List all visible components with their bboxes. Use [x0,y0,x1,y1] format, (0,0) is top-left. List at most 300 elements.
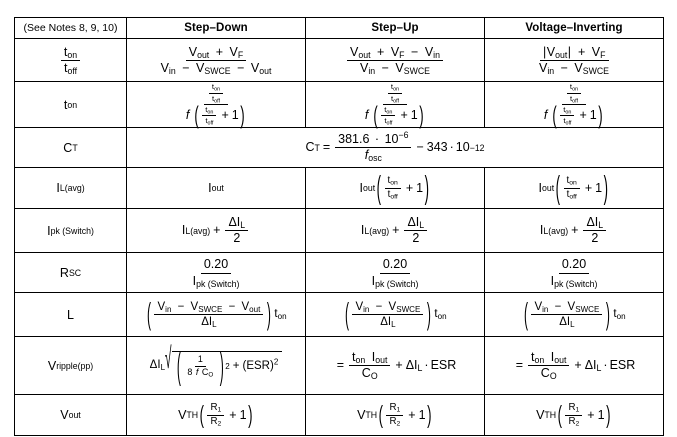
paren-right: ) [603,169,608,207]
out-sub: out [197,49,210,60]
minus-op: − [182,61,190,75]
out-sub: out [555,49,568,60]
avg-sub: (avg) [548,225,569,236]
off-sub: off [207,120,214,127]
row-label-ton-toff [15,39,127,82]
plus-op: + [395,358,403,373]
frac-ton-iout-co [528,351,569,381]
plus-op: + [392,223,400,238]
I-sym: I [539,223,544,238]
swce-sub: SWCE [575,304,600,314]
two-sym: 2 [412,231,420,245]
frac-rsc [369,258,422,288]
frac-ct [335,129,411,164]
t-sym: t [569,82,573,92]
C-sym: C [201,367,209,377]
frac-ton-toff [564,176,580,200]
in-sub: in [168,66,176,77]
F-sub: F [237,49,244,60]
paren-group [372,100,425,129]
cell-ratio-step-up [306,39,485,82]
plus-op: + [571,223,579,238]
off-sub: off [393,97,400,104]
t-sym: t [205,116,208,126]
V-sym: V [359,61,369,75]
L-sub: L [240,219,246,230]
radical-group: √ ( $\frac{1}{8 f C_O}$ ) 2 + (ESR)$^2$ [165,351,282,379]
swce-sub: SWCE [198,304,223,314]
I-sym: I [371,349,376,364]
paren-right: ) [606,400,611,430]
cell-vout-step-up: V TH ( $\frac{R_1}{R_2}$ + 1 ) [306,395,485,436]
swce-sub: SWCE [204,66,231,77]
cdot-op: · [603,358,608,373]
on-sub: on [67,49,78,60]
I-sym: I [538,180,542,195]
V-sym: V [538,61,548,75]
R-sym: R [210,401,218,413]
row-label-inductance [15,293,127,337]
t-sym: t [63,97,68,112]
t-sym: t [434,307,438,320]
cell-il-avg-step-up: I out ( $\frac{t_{on}}{t_{off}}$ + 1 ) [306,168,485,209]
I-sym: I [47,223,51,238]
minus-op: − [411,44,419,59]
one-sym: 1 [231,108,239,123]
minus-op: − [228,300,236,313]
frac-ratio-vi [536,46,612,76]
O-sub: O [370,371,378,382]
row-label-vout: V out [15,395,127,436]
frac-inner-ton-toff [388,83,402,103]
rsc-value: 0.20 [382,257,408,271]
V-sym: V [178,407,187,422]
f-sym: f [543,108,548,123]
minus-op: − [560,61,568,75]
on-sub: on [386,109,393,116]
cell-ton-step-down [127,82,306,128]
off-sub: off [565,120,572,127]
C-sym: C [540,366,550,380]
I-sym: I [550,349,555,364]
V-sym: V [241,300,250,313]
avg-sub: (avg) [64,183,85,194]
paren-group [175,344,225,389]
plus-op: + [400,108,408,123]
paren-right: ) [240,100,245,129]
V-sym: V [229,44,238,59]
equals-op: = [322,140,331,155]
r2-sub: 2 [396,420,401,428]
cdot-op: · [374,131,380,146]
L-sub: L [543,225,549,236]
minus-op: − [177,300,185,313]
L-sym: L [67,307,74,322]
frac-ton-su [362,82,428,129]
converter-formula-table [14,17,664,436]
minus-op: − [554,300,562,313]
frac-one-over-8fco [184,355,216,377]
I-sym: I [192,273,197,288]
t-sym: t [563,116,566,126]
frac-ratio-sd [158,46,275,76]
swce-sub: SWCE [582,66,610,77]
ct-exp-num: −6 [398,129,409,140]
paren-left: ( [194,100,199,129]
V-sym: V [390,44,400,59]
cell-inductance-voltage-inverting [485,293,664,337]
frac-delta-il-2 [583,216,606,246]
in-sub: in [542,304,549,314]
avg-sub: (avg) [190,225,211,236]
cell-ton-step-up [306,82,485,128]
two-sym: 2 [233,231,241,245]
frac-inner-ton-toff [567,83,581,103]
frac-r1-r2 [207,403,224,427]
row-label-il-avg [15,168,127,209]
frac-ton-vi [541,82,607,129]
V-sym: V [357,407,366,422]
cdot-op: · [424,358,429,373]
cell-ipk-step-up [306,209,485,253]
V-sym: V [388,300,397,313]
row-ct [15,128,664,168]
cell-vripple-step-down [127,337,306,395]
frac-ton-toff [385,176,401,200]
paren-left: ( [523,296,528,332]
swce-sub: SWCE [403,66,431,77]
paren-group [198,400,254,430]
t-sym: t [563,105,566,114]
row-inductance [15,293,664,337]
on-sub: on [214,86,221,93]
esr-sym: ESR [609,358,636,373]
out-sub: out [554,354,567,365]
one-sym: 1 [410,108,418,123]
row-il-avg [15,168,664,209]
paren-right: ) [269,359,274,372]
header-step-down [127,18,306,39]
cell-ratio-voltage-inverting [485,39,664,82]
delta-i-sym: ΔI [149,358,161,371]
plus-op: + [213,223,221,238]
t-sym: t [566,188,570,200]
cell-ipk-step-down [127,209,306,253]
row-label-rsc: R SC [15,253,127,293]
paren-group [193,100,246,129]
paren-left: ( [242,359,247,372]
frac-rsc [548,258,601,288]
paren-left: ( [146,296,151,332]
off-sub: off [386,120,393,127]
V-sym: V [60,408,69,422]
cell-ton-voltage-inverting [485,82,664,128]
one-sym: 1 [416,180,424,195]
I-sym: I [208,181,212,195]
frac-r1-r2 [386,403,403,427]
L-sub: L [185,225,191,236]
r2-sub: 2 [575,420,580,428]
on-sub: on [565,109,572,116]
header-step-up-label: Step–Up [371,22,419,34]
one-sym: 1 [597,407,605,422]
frac-ton-sd [183,82,249,129]
V-sym: V [534,300,543,313]
R-sym: R [210,415,218,427]
on-sub: on [390,179,398,187]
avg-sub: (avg) [369,225,390,236]
abs-bar-left: | [543,44,547,59]
ten-sym: 10 [384,131,399,146]
plus-op: + [229,407,237,422]
L-sub: L [160,362,166,372]
minus-op: − [237,61,245,75]
frac-inner-ton-toff [560,106,574,126]
O-sub: O [549,371,557,382]
cell-vout-step-down: V TH ( $\frac{R_1}{R_2}$ + 1 ) [127,395,306,436]
paren-right: ) [248,400,253,430]
cell-inductance-step-down [127,293,306,337]
equals-op: = [515,358,524,373]
on-sub: on [393,86,400,93]
paren-left: ( [378,400,383,430]
off-sub: off [572,97,579,104]
header-voltage-inverting-label: Voltage–Inverting [525,22,623,34]
in-sub: in [165,304,172,314]
paren-right: ) [605,296,610,332]
row-ipk-switch [15,209,664,253]
off-sub: off [569,193,577,201]
paren-right: ) [598,100,603,129]
frac-delta-il-2 [225,216,248,246]
R-sym: R [568,415,576,427]
f-sym: f [195,367,199,377]
V-sym: V [591,44,601,59]
t-sym: t [569,93,573,103]
equals-op: = [336,358,345,373]
cell-rsc-step-down [127,253,306,293]
rsc-value: 0.20 [203,257,229,271]
frac-inner-ton-toff [209,83,223,103]
paren-left: ( [344,296,349,332]
one-sym: 1 [239,407,247,422]
frac-ton-iout-co [349,351,390,381]
L-sub: L [212,320,217,329]
minus-op: − [375,300,383,313]
t-sym: t [390,82,394,92]
frac-ton-toff [61,46,80,76]
plus-op: + [405,180,414,195]
row-label-ct: C T [15,128,127,168]
minus-op: − [416,140,424,155]
out-sub: out [259,66,272,77]
row-vripple-pp [15,337,664,395]
r1-sub: 1 [396,406,401,414]
on-sub: on [437,311,447,321]
V-sym: V [190,300,199,313]
paren-left: ( [176,344,181,389]
paren-left: ( [373,100,378,129]
plus-op: + [578,44,586,59]
paren-left: ( [557,400,562,430]
t-sym: t [274,307,278,320]
r1-sub: 1 [575,406,580,414]
V-sym: V [567,300,576,313]
paren-group [551,100,604,129]
square-exponent: 2 [273,357,279,367]
R-sym: R [568,401,576,413]
esr-sym: ESR [246,359,270,372]
header-step-down-label: Step–Down [184,22,248,34]
t-sym: t [387,174,391,186]
one-sym: 1 [418,407,426,422]
cell-rsc-voltage-inverting [485,253,664,293]
t-sym: t [384,116,387,126]
paren-left: ( [376,169,382,207]
pk-switch-sub: pk (Switch) [375,278,419,289]
f-sym: f [364,148,369,162]
F-sub: F [399,49,405,60]
cdot-op: · [449,140,454,155]
V-sym: V [350,44,359,59]
esr-sym: ESR [430,358,457,373]
on-sub: on [616,311,626,321]
paren-right: ) [419,100,424,129]
frac-delta-il-2 [404,216,427,246]
V-sym: V [250,61,260,75]
plus-op: + [377,44,385,59]
t-sym: t [566,174,570,186]
on-sub: on [355,354,366,365]
V-sym: V [160,61,169,75]
t-sym: t [352,349,356,364]
V-sym: V [188,44,198,59]
L-sub: L [417,363,423,374]
t-sym: t [384,105,387,114]
paren-right: ) [426,296,431,332]
plus-op: + [408,407,416,422]
eight-sym: 8 [187,367,193,377]
t-sym: t [390,93,394,103]
t-sym: t [63,44,68,59]
I-sym: I [56,181,60,195]
cell-inductance-step-up [306,293,485,337]
ct-numerator: 381.6 [338,131,370,146]
row-ton [15,82,664,128]
one-sym: 1 [595,180,603,195]
paren-right: ) [266,296,271,332]
row-rsc [15,253,664,293]
L-sub: L [59,183,65,194]
cell-vout-voltage-inverting: V TH ( $\frac{R_1}{R_2}$ + 1 ) [485,395,664,436]
radical-sign: √ [164,344,172,376]
header-notes-cell [15,18,127,39]
V-sym: V [196,61,205,75]
L-sub: L [596,363,602,374]
R-sym: R [59,265,69,280]
L-sub: L [598,219,604,230]
rsc-value: 0.20 [561,257,587,271]
r2-sub: 2 [217,420,222,428]
t-sym: t [211,93,215,103]
paren-left: ( [552,100,557,129]
r1-sub: 1 [217,406,222,414]
f-sym: f [364,108,369,123]
paren-right: ) [427,400,432,430]
t-sym: t [211,82,215,92]
cell-vripple-voltage-inverting [485,337,664,395]
in-sub: in [433,49,440,60]
V-sym: V [536,407,545,422]
on-sub: on [572,86,579,93]
paren-left: ( [555,169,561,207]
two-sym: 2 [591,231,599,245]
I-sym: I [371,273,376,288]
L-sub: L [419,219,425,230]
cell-ipk-voltage-inverting [485,209,664,253]
frac-inner-ton-toff [381,106,395,126]
osc-sub: osc [368,153,382,164]
frac-r1-r2 [565,403,582,427]
R-sym: R [389,401,397,413]
V-sym: V [395,61,404,75]
I-sym: I [359,180,363,195]
delta-i-sym: ΔI [584,358,597,373]
in-sub: in [368,66,376,77]
paren-left: ( [199,400,204,430]
notes-label: (See Notes 8, 9, 10) [23,22,118,34]
cell-ct-formula-spanned: C T = $\frac{381.6 \cdot 10^{-6}}{f_{osc}}$ − 343 · 10 −12 [127,128,664,168]
in-sub: in [363,304,370,314]
V-sym: V [424,44,434,59]
row-label-ton: t on [15,82,127,128]
abs-bar-right: | [567,44,572,59]
swce-sub: SWCE [396,304,421,314]
frac-inner-ton-toff [202,106,216,126]
paren-group [556,400,612,430]
plus-op: + [232,359,240,372]
out-sub: out [358,49,371,60]
delta-i-sym: ΔI [407,214,420,229]
out-sub: out [249,304,261,314]
O-sub: O [208,371,214,379]
plus-op: + [579,108,587,123]
C-sym: C [63,140,73,155]
delta-i-sym: ΔI [228,214,241,229]
V-sym: V [47,358,57,373]
on-sub: on [569,179,577,187]
R-sym: R [389,415,397,427]
row-ton-toff-ratio [15,39,664,82]
t-sym: t [205,105,208,114]
ten-sym: 10 [455,140,470,155]
one-sym: 1 [197,354,203,365]
row-label-ipk-switch: I pk (Switch) [15,209,127,253]
in-sub: in [547,66,555,77]
paren-right: ) [219,344,224,389]
cell-il-avg-step-down: I out [127,168,306,209]
V-sym: V [574,61,583,75]
row-vout [15,395,664,436]
frac-rsc [190,258,243,288]
I-sym: I [550,273,555,288]
header-step-up [306,18,485,39]
delta-i-sym: ΔI [559,316,571,328]
frac-inductance-vi [531,301,602,329]
ct-const: 343 [426,140,448,155]
delta-i-sym: ΔI [586,214,599,229]
header-voltage-inverting [485,18,664,39]
